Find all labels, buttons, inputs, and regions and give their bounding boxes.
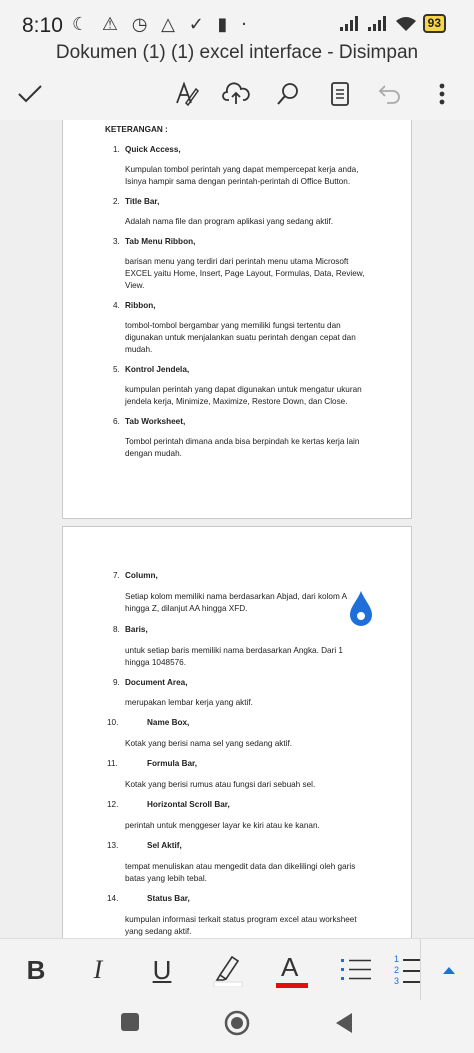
item-line: Isinya hampir sama dengan perintah-perintah di Office Button.	[125, 177, 351, 186]
signal-icon-2	[367, 16, 389, 32]
back-button[interactable]	[334, 1012, 354, 1039]
item-number: 13.	[107, 841, 119, 850]
reader-button[interactable]	[318, 72, 362, 116]
expand-formatting-button[interactable]	[432, 947, 466, 993]
item-line: View.	[125, 281, 145, 290]
item-line: jendela kerja, Minimize, Maximize, Restore Down, dan Close.	[125, 397, 348, 406]
cursor-handle-icon[interactable]	[348, 590, 374, 628]
document-page-1[interactable]	[62, 120, 412, 519]
item-line: barisan menu yang terdiri dari perintah menu utama Microsoft	[125, 257, 349, 266]
highlight-button[interactable]	[206, 947, 250, 993]
item-title: Formula Bar,	[147, 759, 198, 768]
draw-button[interactable]	[165, 72, 209, 116]
home-icon	[224, 1010, 250, 1036]
item-line: Tombol perintah dimana anda bisa berpindah ke kertas kerja lain	[125, 437, 360, 446]
item-title: Tab Worksheet,	[125, 417, 186, 426]
caret-up-icon	[442, 965, 456, 975]
item-line: untuk setiap baris memiliki nama berdasarkan Angka. Dari 1	[125, 646, 343, 655]
item-title: Tab Menu Ribbon,	[125, 237, 196, 246]
item-number: 2.	[113, 197, 120, 206]
item-line: EXCEL yaitu Home, Insert, Page Layout, Formulas, Data, Review,	[125, 269, 365, 278]
item-title: Status Bar,	[147, 894, 190, 903]
draw-icon	[174, 81, 200, 107]
item-title: Kontrol Jendela,	[125, 365, 190, 374]
item-line: batas yang lebih tebal.	[125, 874, 207, 883]
item-line: hingga Z, dilanjut AA hingga XFD.	[125, 604, 248, 613]
heading-keterangan: KETERANGAN :	[105, 125, 168, 134]
item-title: Horizontal Scroll Bar,	[147, 800, 230, 809]
underline-button[interactable]: U	[152, 954, 172, 985]
reader-icon	[330, 81, 350, 107]
item-line: dengan mudah.	[125, 449, 182, 458]
item-line: yang sedang aktif.	[125, 927, 192, 936]
item-number: 12.	[107, 800, 119, 809]
item-line: Setiap kolom memiliki nama berdasarkan Abjad, dari kolom A	[125, 592, 348, 601]
item-line: merupakan lembar kerja yang aktif.	[125, 698, 253, 707]
item-title: Ribbon,	[125, 301, 156, 310]
font-color-button[interactable]	[270, 947, 314, 993]
item-line: perintah untuk menggeser layar ke kiri atau ke kanan.	[125, 821, 320, 830]
numbered-list-icon: 1 2 3	[394, 954, 420, 986]
item-line: tempat menuliskan atau mengedit data dan dikelilingi oleh garis	[125, 862, 356, 871]
item-title: Name Box,	[147, 718, 190, 727]
item-number: 5.	[113, 365, 120, 374]
item-title: Baris,	[125, 625, 148, 634]
upload-icon	[222, 82, 250, 106]
status-bar	[0, 0, 474, 44]
notification-icons: ☾ ⚠ ◷ △ ✓ ▮ ·	[72, 14, 251, 35]
item-number: 7.	[113, 571, 120, 580]
item-line: Kotak yang berisi nama sel yang sedang aktif.	[125, 739, 293, 748]
format-bar-divider	[420, 939, 421, 1001]
item-title: Sel Aktif,	[147, 841, 182, 850]
home-button[interactable]	[224, 1010, 250, 1041]
item-line: Kumpulan tombol perintah yang dapat mempercepat kerja anda,	[125, 165, 359, 174]
italic-button[interactable]: I	[93, 955, 103, 984]
item-number: 4.	[113, 301, 120, 310]
bullet-list-icon	[340, 957, 372, 983]
check-icon	[17, 84, 43, 104]
more-button[interactable]	[428, 72, 456, 116]
back-icon	[334, 1012, 354, 1034]
numbered-list-button[interactable]	[394, 947, 420, 993]
system-nav-bar	[0, 1000, 474, 1053]
item-line: Adalah nama file dan program aplikasi yang sedang aktif.	[125, 217, 333, 226]
upload-button[interactable]	[214, 72, 258, 116]
item-title: Title Bar,	[125, 197, 160, 206]
document-page-2[interactable]	[62, 526, 412, 938]
bullet-list-button[interactable]	[336, 947, 376, 993]
item-number: 1.	[113, 145, 120, 154]
item-title: Quick Access,	[125, 145, 181, 154]
font-color-icon: A	[276, 952, 308, 988]
item-line: mudah.	[125, 345, 153, 354]
item-title: Document Area,	[125, 678, 188, 687]
undo-button[interactable]	[368, 72, 412, 116]
item-number: 3.	[113, 237, 120, 246]
format-bar	[0, 938, 474, 1000]
item-line: kumpulan informasi terkait status program excel atau worksheet	[125, 915, 357, 924]
document-area[interactable]	[0, 120, 474, 938]
item-title: Column,	[125, 571, 158, 580]
search-button[interactable]	[266, 72, 310, 116]
undo-icon	[377, 83, 403, 105]
item-number: 11.	[107, 759, 118, 768]
item-line: digunakan untuk menjalankan suatu perintah dengan cepat dan	[125, 333, 356, 342]
item-number: 14.	[107, 894, 119, 903]
recents-icon	[120, 1012, 140, 1032]
more-icon	[439, 83, 445, 105]
highlighter-icon	[212, 953, 244, 987]
document-title: Dokumen (1) (1) excel interface - Disimpan	[55, 42, 419, 63]
search-icon	[275, 81, 301, 107]
check-button[interactable]	[10, 72, 50, 116]
item-line: Kotak yang berisi rumus atau fungsi dari sebuah sel.	[125, 780, 316, 789]
item-number: 9.	[113, 678, 120, 687]
item-number: 6.	[113, 417, 120, 426]
item-number: 8.	[113, 625, 120, 634]
item-line: hingga 1048576.	[125, 658, 187, 667]
item-line: tombol-tombol bergambar yang memiliki fungsi tertentu dan	[125, 321, 341, 330]
recents-button[interactable]	[120, 1012, 140, 1037]
signal-icon	[339, 16, 361, 32]
top-toolbar	[0, 72, 474, 118]
bold-button[interactable]: B	[26, 954, 46, 985]
status-right	[339, 14, 446, 33]
item-line: kumpulan perintah yang dapat digunakan untuk mengatur ukuran	[125, 385, 362, 394]
status-time: 8:10	[22, 14, 63, 37]
wifi-icon	[395, 16, 417, 32]
item-number: 10.	[107, 718, 119, 727]
battery-icon: 93	[423, 14, 446, 33]
